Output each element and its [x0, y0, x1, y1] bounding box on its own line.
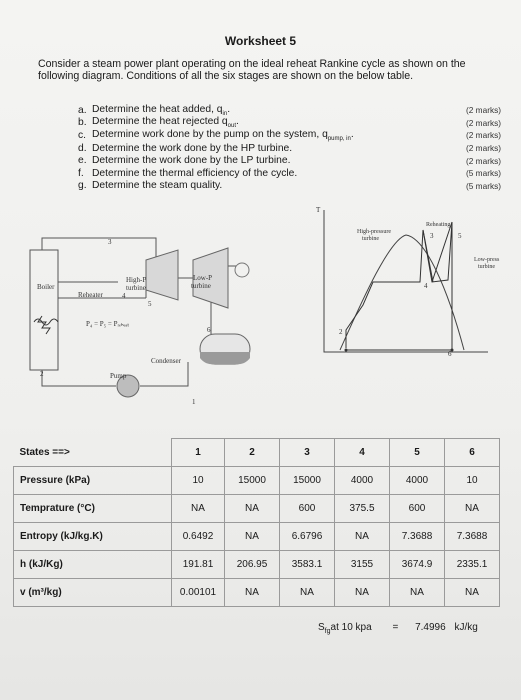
reheater-label: Reheater [78, 291, 103, 299]
table-cell: 0.00101 [172, 579, 225, 607]
question-e [78, 154, 512, 167]
question-letter: g. [78, 180, 87, 192]
question-text: Determine the thermal efficiency of the cycle. [92, 167, 298, 179]
state-4-label: 4 [122, 292, 126, 300]
table-row [14, 579, 500, 607]
table-cell: 3155 [335, 551, 390, 579]
question-a [78, 104, 512, 117]
table-row [14, 495, 500, 523]
pipe-3 [42, 238, 156, 260]
footnote-subscript: fg [324, 628, 331, 635]
table-cell: 10 [172, 467, 225, 495]
table-cell: 6.6796 [280, 523, 335, 551]
question-b [78, 117, 512, 130]
table-cell: NA [172, 495, 225, 523]
question-f [78, 167, 512, 180]
state-header: 1 [172, 439, 225, 467]
question-text: Determine the steam quality. [92, 180, 223, 192]
table-cell: NA [225, 579, 280, 607]
ts-state-3: 3 [430, 232, 434, 240]
question-text: Determine the work done by the LP turbine. [92, 155, 291, 167]
state-header: 4 [335, 439, 390, 467]
rankine-diagram [28, 200, 498, 410]
question-marks: (2 marks) [466, 130, 502, 141]
ts-lp-label-1: Low-press [474, 257, 500, 263]
question-letter: b. [78, 117, 87, 129]
pressure-equality: P₄ = P₅ = Pᵣₑₕₑₐₜ [86, 320, 130, 328]
state-3-label: 3 [108, 238, 112, 246]
boiler-label: Boiler [37, 283, 55, 291]
hp-turbine-label-2: turbine [126, 284, 146, 292]
condenser-water [200, 352, 250, 364]
saturation-dome [340, 235, 464, 350]
question-list [78, 104, 512, 192]
question-marks: (2 marks) [466, 105, 502, 116]
row-label: Pressure (kPa) [14, 467, 172, 495]
table-cell: NA [225, 495, 280, 523]
table-cell: 3674.9 [390, 551, 445, 579]
table-cell: 10 [445, 467, 500, 495]
boiler-coil-icon [38, 316, 50, 334]
state-header: 3 [280, 439, 335, 467]
problem-statement: Consider a steam power plant operating on the ideal reheat Rankine cycle as shown on the following diagram. Conditions of all the six stages are shown on the below table. [38, 58, 466, 82]
row-label: Entropy (kJ/kg.K) [14, 523, 172, 551]
question-marks: (2 marks) [466, 155, 502, 166]
state-header: 5 [390, 439, 445, 467]
hp-turbine-label-1: High-P [126, 276, 147, 284]
entropy-footnote [318, 622, 478, 635]
question-text: Determine work done by the pump on the system, $q_{pump, in}$. [92, 128, 354, 143]
ts-hp-label-2: turbine [362, 236, 379, 242]
footnote-unit: kJ/kg [454, 622, 478, 633]
table-cell: 600 [390, 495, 445, 523]
ts-state-5: 5 [458, 232, 462, 240]
table-cell: 7.3688 [445, 523, 500, 551]
ts-diagram [324, 210, 488, 352]
question-text: Determine the heat added, $q_{in}$. [92, 103, 231, 117]
ts-state-6: 6 [448, 350, 452, 358]
hp-turbine [146, 250, 178, 300]
table-cell: 15000 [225, 467, 280, 495]
question-marks: (5 marks) [466, 180, 502, 191]
table-cell: NA [335, 579, 390, 607]
table-cell: NA [445, 579, 500, 607]
question-marks: (5 marks) [466, 168, 502, 179]
state-5-label: 5 [148, 300, 152, 308]
states-header-label: States ==> [19, 446, 70, 458]
table-cell: NA [445, 495, 500, 523]
question-letter: f. [78, 167, 84, 179]
pipe-1 [140, 362, 188, 386]
question-letter: a. [78, 104, 87, 116]
pump-label: Pump [110, 372, 127, 380]
ts-state-2: 2 [339, 328, 343, 336]
table-row [14, 523, 500, 551]
lp-turbine-label-1: Low-P [193, 274, 213, 282]
question-text: Determine the heat rejected $q_{out}$. [92, 116, 239, 130]
table-cell: 600 [280, 495, 335, 523]
ts-lp-label-2: turbine [478, 264, 495, 270]
state-header: 2 [225, 439, 280, 467]
question-marks: (2 marks) [466, 143, 502, 154]
table-cell: 15000 [280, 467, 335, 495]
footnote-symbol: S [318, 622, 325, 633]
table-cell: NA [225, 523, 280, 551]
table-header-row [14, 439, 500, 467]
footnote-condition: at 10 kpa [330, 622, 372, 633]
table-cell: 206.95 [225, 551, 280, 579]
table-cell: 191.81 [172, 551, 225, 579]
question-letter: e. [78, 155, 87, 167]
ts-state-4: 4 [424, 282, 428, 290]
question-g [78, 180, 512, 193]
state-point-1 [345, 349, 348, 352]
table-cell: 4000 [335, 467, 390, 495]
boiler-box [30, 250, 58, 370]
question-c [78, 129, 512, 142]
worksheet-title: Worksheet 5 [224, 34, 297, 48]
question-letter: d. [78, 142, 87, 154]
reheat-line [432, 222, 452, 282]
ts-hp-label-1: High-pressure [357, 229, 391, 235]
state-1-label: 1 [192, 398, 196, 406]
footnote-value: 7.4996 [415, 622, 446, 633]
table-cell: 7.3688 [390, 523, 445, 551]
generator-icon [235, 263, 249, 277]
table-row [14, 467, 500, 495]
pipe-2 [42, 370, 116, 386]
question-marks: (2 marks) [466, 117, 502, 128]
question-text: Determine the work done by the HP turbine. [92, 142, 293, 154]
state-6-label: 6 [207, 326, 211, 334]
row-label: Temprature (°C) [14, 495, 172, 523]
table-cell: NA [335, 523, 390, 551]
table-cell: 375.5 [335, 495, 390, 523]
footnote-equals: = [392, 622, 399, 633]
question-letter: c. [78, 129, 87, 141]
row-label: v (m³/kg) [14, 579, 172, 607]
state-table [13, 438, 500, 607]
condenser-label: Condenser [151, 357, 181, 365]
table-cell: 0.6492 [172, 523, 225, 551]
state-2-label: 2 [40, 370, 44, 378]
table-row [14, 551, 500, 579]
table-cell: 3583.1 [280, 551, 335, 579]
state-header: 6 [445, 439, 500, 467]
question-d [78, 142, 512, 155]
ts-axis-t-label: T [316, 206, 321, 214]
table-cell: 2335.1 [445, 551, 500, 579]
ts-reheating-label: Reheating [426, 222, 451, 228]
lp-turbine-label-2: turbine [191, 282, 211, 290]
table-cell: NA [390, 579, 445, 607]
table-cell: NA [280, 579, 335, 607]
table-cell: 4000 [390, 467, 445, 495]
row-label: h (kJ/Kg) [14, 551, 172, 579]
